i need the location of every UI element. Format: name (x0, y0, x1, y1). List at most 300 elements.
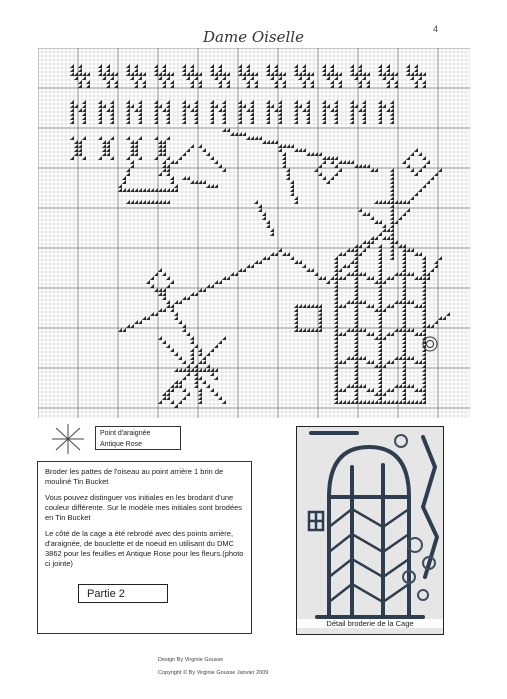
stitch-symbol (226, 276, 230, 280)
stitch-symbol (114, 80, 118, 84)
stitch-symbol (198, 144, 202, 148)
stitch-symbol (422, 320, 426, 324)
stitch-symbol (190, 292, 194, 296)
stitch-symbol (398, 272, 402, 276)
stitch-symbol (390, 104, 394, 108)
stitch-symbol (354, 248, 358, 252)
stitch-symbol (378, 312, 382, 316)
stitch-symbol (222, 76, 226, 80)
stitch-symbol (422, 312, 426, 316)
stitch-symbol (174, 380, 178, 384)
stitch-symbol (378, 120, 382, 124)
stitch-symbol (402, 384, 406, 388)
stitch-symbol (422, 296, 426, 300)
stitch-symbol (286, 176, 290, 180)
stitch-symbol (406, 356, 410, 360)
stitch-symbol (294, 312, 298, 316)
stitch-symbol (210, 348, 214, 352)
stitch-symbol (210, 372, 214, 376)
stitch-symbol (422, 268, 426, 272)
stitch-symbol (126, 172, 130, 176)
stitch-symbol (426, 272, 430, 276)
stitch-symbol (158, 104, 162, 108)
stitch-symbol (238, 72, 242, 76)
stitch-symbol (190, 72, 194, 76)
stitch-symbol (286, 252, 290, 256)
stitch-symbol (198, 348, 202, 352)
stitch-symbol (154, 112, 158, 116)
stitch-symbol (166, 284, 170, 288)
stitch-symbol (210, 156, 214, 160)
stitch-symbol (390, 236, 394, 240)
stitch-symbol (362, 104, 366, 108)
stitch-symbol (378, 68, 382, 72)
stitch-symbol (358, 208, 362, 212)
stitch-symbol (198, 388, 202, 392)
stitch-symbol (318, 308, 322, 312)
stitch-symbol (354, 308, 358, 312)
stitch-symbol (218, 72, 222, 76)
instruction-initials: Vous pouvez distinguer vos initiales en les brodant d'une couleur différente. Sur le modèle mes initiales sont brodées en Tin Bucket (45, 493, 243, 522)
stitch-symbol (290, 184, 294, 188)
stitch-symbol (170, 176, 174, 180)
stitch-symbol (378, 72, 382, 76)
stitch-symbol (402, 256, 406, 260)
stitch-symbol (334, 276, 338, 280)
stitch-symbol (422, 356, 426, 360)
stitch-symbol (278, 104, 282, 108)
stitch-symbol (394, 300, 398, 304)
stitch-symbol (102, 76, 106, 80)
stitch-symbol (378, 388, 382, 392)
stitch-symbol (354, 260, 358, 264)
stitch-symbol (78, 148, 82, 152)
stitch-symbol (206, 364, 210, 368)
stitch-symbol (198, 288, 202, 292)
stitch-symbol (166, 112, 170, 116)
stitch-symbol (78, 64, 82, 68)
stitch-symbol (354, 368, 358, 372)
stitch-symbol (234, 272, 238, 276)
stitch-symbol (318, 152, 322, 156)
stitch-symbol (378, 116, 382, 120)
stitch-symbol (202, 368, 206, 372)
stitch-symbol (350, 272, 354, 276)
stitch-symbol (278, 116, 282, 120)
stitch-symbol (70, 100, 74, 104)
stitch-symbol (266, 68, 270, 72)
stitch-symbol (306, 100, 310, 104)
stitch-symbol (74, 72, 78, 76)
stitch-symbol (378, 232, 382, 236)
stitch-symbol (122, 328, 126, 332)
stitch-symbol (210, 284, 214, 288)
stitch-symbol (366, 332, 370, 336)
stitch-symbol (338, 72, 342, 76)
stitch-symbol (186, 72, 190, 76)
stitch-symbol (382, 336, 386, 340)
stitch-symbol (382, 280, 386, 284)
stitch-symbol (178, 368, 182, 372)
stitch-symbol (390, 116, 394, 120)
stitch-symbol (266, 224, 270, 228)
stitch-symbol (350, 328, 354, 332)
stitch-symbol (350, 104, 354, 108)
stitch-symbol (362, 300, 366, 304)
stitch-symbol (190, 348, 194, 352)
stitch-symbol (418, 304, 422, 308)
stitch-symbol (162, 272, 166, 276)
stitch-symbol (154, 312, 158, 316)
cage-detail-photo (296, 426, 444, 635)
stitch-symbol (402, 200, 406, 204)
stitch-symbol (210, 120, 214, 124)
stitch-symbol (334, 264, 338, 268)
stitch-symbol (154, 68, 158, 72)
stitch-symbol (350, 120, 354, 124)
stitch-symbol (378, 292, 382, 296)
stitch-symbol (354, 264, 358, 268)
stitch-symbol (378, 284, 382, 288)
stitch-symbol (250, 112, 254, 116)
stitch-symbol (390, 208, 394, 212)
stitch-symbol (186, 176, 190, 180)
stitch-symbol (70, 120, 74, 124)
stitch-symbol (106, 144, 110, 148)
stitch-symbol (126, 64, 130, 68)
stitch-symbol (78, 108, 82, 112)
stitch-symbol (154, 156, 158, 160)
stitch-symbol (218, 340, 222, 344)
stitch-symbol (158, 268, 162, 272)
stitch-symbol (422, 288, 426, 292)
stitch-symbol (158, 144, 162, 148)
stitch-symbol (218, 64, 222, 68)
stitch-symbol (422, 80, 426, 84)
stitch-symbol (390, 172, 394, 176)
stitch-symbol (194, 76, 198, 80)
stitch-symbol (326, 156, 330, 160)
stitch-symbol (78, 80, 82, 84)
stitch-symbol (98, 120, 102, 124)
stitch-symbol (78, 144, 82, 148)
stitch-symbol (246, 136, 250, 140)
stitch-symbol (166, 116, 170, 120)
stitch-symbol (390, 212, 394, 216)
stitch-symbol (354, 300, 358, 304)
part-label: Partie 2 (78, 584, 168, 603)
stitch-symbol (370, 400, 374, 404)
stitch-symbol (162, 80, 166, 84)
stitch-symbol (178, 156, 182, 160)
stitch-symbol (334, 108, 338, 112)
stitch-symbol (202, 180, 206, 184)
stitch-symbol (402, 336, 406, 340)
stitch-symbol (442, 316, 446, 320)
stitch-symbol (130, 160, 134, 164)
stitch-symbol (334, 344, 338, 348)
stitch-symbol (354, 292, 358, 296)
stitch-symbol (402, 288, 406, 292)
stitch-symbol (390, 304, 394, 308)
stitch-symbol (182, 68, 186, 72)
stitch-symbol (266, 116, 270, 120)
stitch-symbol (146, 188, 150, 192)
stitch-symbol (422, 316, 426, 320)
stitch-symbol (314, 168, 318, 172)
stitch-symbol (134, 144, 138, 148)
stitch-symbol (354, 280, 358, 284)
stitch-symbol (242, 104, 246, 108)
stitch-symbol (258, 204, 262, 208)
stitch-symbol (354, 76, 358, 80)
stitch-symbol (350, 72, 354, 76)
stitch-symbol (222, 120, 226, 124)
stitch-symbol (70, 72, 74, 76)
stitch-symbol (350, 100, 354, 104)
stitch-symbol (422, 284, 426, 288)
stitch-symbol (166, 164, 170, 168)
stitch-symbol (254, 80, 258, 84)
stitch-symbol (294, 320, 298, 324)
stitch-symbol (402, 276, 406, 280)
stitch-symbol (378, 256, 382, 260)
stitch-symbol (82, 116, 86, 120)
stitch-symbol (138, 200, 142, 204)
stitch-symbol (306, 112, 310, 116)
stitch-symbol (402, 380, 406, 384)
stitch-symbol (314, 328, 318, 332)
stitch-symbol (214, 368, 218, 372)
stitch-symbol (422, 164, 426, 168)
stitch-symbol (198, 72, 202, 76)
stitch-symbol (414, 72, 418, 76)
stitch-symbol (374, 336, 378, 340)
stitch-symbol (226, 80, 230, 84)
stitch-symbol (402, 300, 406, 304)
stitch-symbol (350, 68, 354, 72)
stitch-symbol (378, 364, 382, 368)
stitch-symbol (334, 292, 338, 296)
stitch-symbol (402, 260, 406, 264)
stitch-symbol (354, 304, 358, 308)
stitch-symbol (338, 332, 342, 336)
stitch-symbol (402, 264, 406, 268)
stitch-symbol (334, 380, 338, 384)
stitch-symbol (158, 288, 162, 292)
stitch-symbol (162, 308, 166, 312)
stitch-symbol (390, 196, 394, 200)
stitch-symbol (346, 384, 350, 388)
stitch-symbol (410, 300, 414, 304)
stitch-symbol (74, 144, 78, 148)
stitch-symbol (354, 296, 358, 300)
stitch-symbol (354, 272, 358, 276)
stitch-symbol (238, 116, 242, 120)
stitch-symbol (362, 248, 366, 252)
stitch-symbol (330, 108, 334, 112)
stitch-symbol (190, 340, 194, 344)
stitch-symbol (334, 348, 338, 352)
stitch-symbol (242, 76, 246, 80)
stitch-symbol (190, 360, 194, 364)
stitch-symbol (310, 80, 314, 84)
stitch-symbol (138, 108, 142, 112)
stitch-symbol (386, 72, 390, 76)
stitch-symbol (182, 360, 186, 364)
stitch-symbol (266, 64, 270, 68)
stitch-symbol (74, 76, 78, 80)
stitch-symbol (182, 368, 186, 372)
stitch-symbol (386, 276, 390, 280)
stitch-symbol (318, 312, 322, 316)
stitch-symbol (162, 152, 166, 156)
stitch-symbol (334, 368, 338, 372)
stitch-symbol (378, 320, 382, 324)
stitch-symbol (358, 356, 362, 360)
stitch-symbol (262, 256, 266, 260)
stitch-symbol (294, 196, 298, 200)
stitch-symbol (402, 372, 406, 376)
stitch-symbol (82, 100, 86, 104)
stitch-symbol (318, 320, 322, 324)
stitch-symbol (314, 304, 318, 308)
stitch-symbol (390, 400, 394, 404)
stitch-symbol (102, 140, 106, 144)
stitch-symbol (206, 384, 210, 388)
stitch-symbol (438, 316, 442, 320)
stitch-symbol (398, 400, 402, 404)
stitch-symbol (282, 152, 286, 156)
stitch-symbol (222, 72, 226, 76)
stitch-symbol (378, 348, 382, 352)
stitch-symbol (210, 100, 214, 104)
stitch-symbol (166, 188, 170, 192)
stitch-symbol (170, 180, 174, 184)
stitch-symbol (338, 304, 342, 308)
stitch-symbol (338, 160, 342, 164)
stitch-symbol (194, 372, 198, 376)
stitch-symbol (258, 136, 262, 140)
stitch-symbol (414, 64, 418, 68)
stitch-symbol (206, 352, 210, 356)
stitch-symbol (170, 280, 174, 284)
stitch-symbol (202, 380, 206, 384)
stitch-symbol (150, 276, 154, 280)
stitch-symbol (190, 336, 194, 340)
stitch-symbol (338, 268, 342, 272)
stitch-symbol (390, 252, 394, 256)
stitch-symbol (170, 84, 174, 88)
stitch-symbol (198, 80, 202, 84)
stitch-symbol (154, 288, 158, 292)
stitch-symbol (378, 324, 382, 328)
stitch-symbol (386, 332, 390, 336)
stitch-symbol (418, 400, 422, 404)
stitch-symbol (138, 136, 142, 140)
stitch-symbol (106, 148, 110, 152)
stitch-symbol (398, 244, 402, 248)
stitch-symbol (170, 80, 174, 84)
stitch-symbol (370, 168, 374, 172)
stitch-symbol (194, 180, 198, 184)
stitch-symbol (402, 212, 406, 216)
stitch-symbol (98, 72, 102, 76)
stitch-symbol (182, 328, 186, 332)
stitch-symbol (386, 360, 390, 364)
stitch-symbol (306, 304, 310, 308)
stitch-symbol (410, 152, 414, 156)
stitch-symbol (210, 116, 214, 120)
stitch-symbol (182, 112, 186, 116)
stitch-symbol (174, 404, 178, 408)
stitch-symbol (318, 324, 322, 328)
stitch-symbol (178, 380, 182, 384)
stitch-symbol (346, 264, 350, 268)
stitch-symbol (302, 328, 306, 332)
stitch-symbol (214, 392, 218, 396)
stitch-symbol (154, 116, 158, 120)
stitch-symbol (410, 76, 414, 80)
stitch-symbol (350, 400, 354, 404)
stitch-symbol (422, 184, 426, 188)
stitch-symbol (382, 228, 386, 232)
stitch-symbol (354, 376, 358, 380)
stitch-symbol (154, 72, 158, 76)
stitch-symbol (238, 104, 242, 108)
stitch-symbol (390, 244, 394, 248)
stitch-symbol (370, 276, 374, 280)
stitch-symbol (130, 72, 134, 76)
stitch-symbol (202, 288, 206, 292)
stitch-symbol (390, 276, 394, 280)
stitch-symbol (122, 180, 126, 184)
stitch-symbol (278, 112, 282, 116)
stitch-symbol (330, 80, 334, 84)
stitch-symbol (378, 380, 382, 384)
stitch-symbol (238, 64, 242, 68)
stitch-symbol (366, 164, 370, 168)
stitch-symbol (274, 64, 278, 68)
stitch-symbol (354, 288, 358, 292)
stitch-symbol (182, 176, 186, 180)
stitch-symbol (402, 364, 406, 368)
stitch-symbol (146, 280, 150, 284)
stitch-symbol (194, 368, 198, 372)
stitch-symbol (174, 352, 178, 356)
stitch-symbol (378, 288, 382, 292)
stitch-symbol (190, 64, 194, 68)
stitch-symbol (182, 388, 186, 392)
stitch-symbol (302, 80, 306, 84)
stitch-symbol (266, 104, 270, 108)
stitch-symbol (274, 84, 278, 88)
stitch-symbol (378, 392, 382, 396)
stitch-symbol (78, 84, 82, 88)
stitch-symbol (114, 72, 118, 76)
stitch-symbol (422, 368, 426, 372)
stitch-symbol (330, 68, 334, 72)
stitch-symbol (98, 68, 102, 72)
stitch-symbol (134, 140, 138, 144)
stitch-symbol (418, 168, 422, 172)
stitch-symbol (206, 284, 210, 288)
stitch-symbol (338, 388, 342, 392)
stitch-symbol (282, 80, 286, 84)
stitch-symbol (390, 388, 394, 392)
stitch-symbol (334, 324, 338, 328)
stitch-symbol (374, 200, 378, 204)
